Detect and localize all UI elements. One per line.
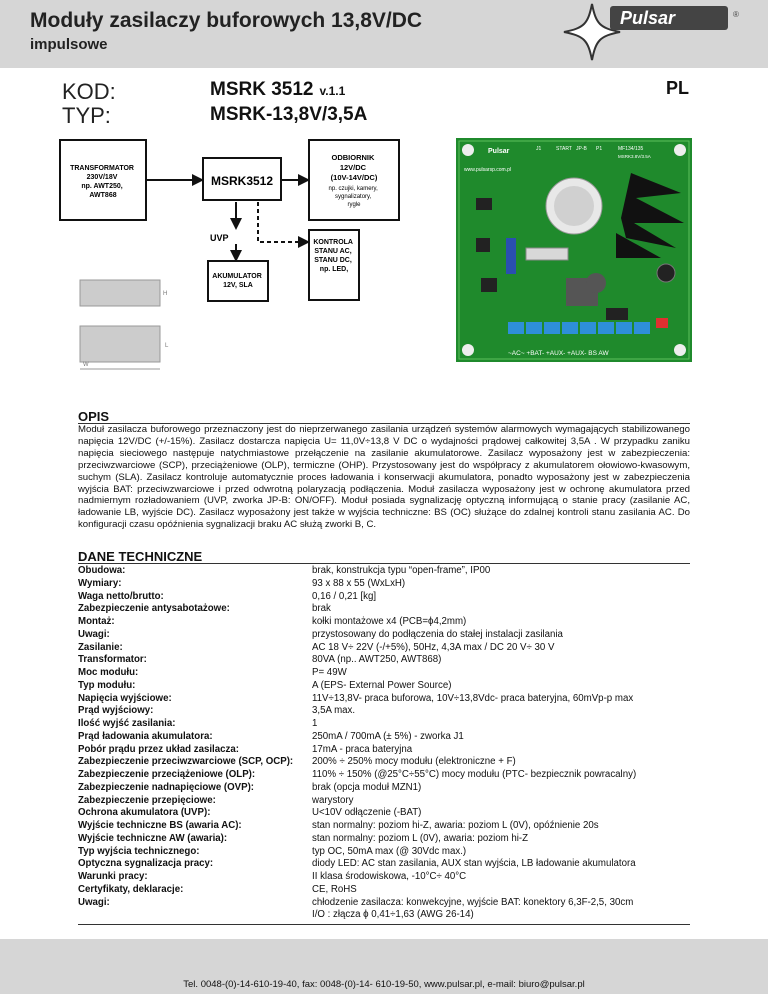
spec-label: Zabezpieczenie przeciążeniowe (OLP): [78, 769, 256, 780]
footer-contact: Tel. 0048-(0)-14-610-19-40, fax: 0048-(0)-14- 610-19-50, www.pulsar.pl, e-mail: biuro@pulsar.pl [183, 979, 585, 990]
spec-row [78, 629, 690, 642]
pulsar-logo: Pulsar [610, 6, 728, 30]
spec-value: 1 [312, 718, 318, 729]
spec-label: Prąd wyjściowy: [78, 705, 154, 717]
spec-row [78, 616, 690, 629]
spec-label: Uwagi: [78, 896, 110, 908]
code-labels [62, 80, 116, 128]
module-text: MSRK3512 [210, 174, 274, 188]
spec-value: typ OC, 50mA max (@ 30Vdc max.) [312, 845, 467, 857]
spec-row [78, 565, 690, 578]
spec-value: 250mA / 700mA (± 5%) - zworka J1 [312, 730, 464, 742]
spec-label: Pobór prądu przez układ zasilacza: [78, 743, 239, 755]
dimension-side-view [80, 280, 160, 306]
page-subtitle: impulsowe [30, 36, 108, 53]
spec-row [78, 795, 690, 808]
spec-row [78, 769, 690, 782]
dashed-arrow-control [258, 202, 308, 242]
mounting-hole [462, 144, 474, 156]
spec-label: Transformator: [78, 654, 147, 666]
spec-row [78, 693, 690, 706]
spec-row [78, 756, 690, 769]
page-title: Moduły zasilaczy buforowych 13,8V/DC [30, 9, 423, 32]
spec-label: Prąd ładowania akumulatora: [78, 730, 213, 742]
spec-value: I/O : złącza ϕ 0,41÷1,63 (AWG 26-14) [312, 909, 474, 921]
spec-row [78, 667, 690, 680]
opis-title: OPIS [78, 409, 110, 424]
spec-label: Typ modułu: [78, 679, 136, 691]
spec-value: A (EPS- External Power Source) [312, 679, 452, 691]
spec-row [78, 820, 690, 833]
page-header [0, 0, 768, 68]
spec-label: Wymiary: [78, 577, 122, 589]
spec-table [78, 565, 690, 922]
spec-row [78, 833, 690, 846]
page-footer [0, 939, 768, 994]
battery-box [208, 261, 268, 301]
spec-value: stan normalny: poziom L (0V), awaria: poziom hi-Z [312, 832, 529, 844]
dimension-l: L [165, 343, 169, 349]
terminal-labels: ~AC~ +BAT- +AUX- +AUX- BS AW [508, 350, 609, 357]
spec-label: Zabezpieczenie przeciwzwarciowe (SCP, OCP): [78, 756, 294, 768]
spec-row [78, 782, 690, 795]
spec-value: II klasa środowiskowa, -10°C÷ 40°C [312, 871, 467, 882]
spec-label: Zabezpieczenie przepięciowe: [78, 794, 216, 806]
kod-value: MSRK 3512 v.1.1 [210, 79, 346, 100]
spec-label: Moc modułu: [78, 667, 139, 678]
uvp-text: UVP [210, 233, 229, 243]
spec-value: 0,16 / 0,21 [kg] [312, 590, 377, 602]
block-diagram [50, 140, 378, 380]
language-tag: PL [666, 78, 690, 98]
spec-row [78, 705, 690, 718]
opis-text: Moduł zasilacza buforowego przeznaczony jest do nieprzerwanego zasilania urządzeń systemów alarmowych wymagających stabilizowanego napięcia 12V/DC (+/-15%). Zasilacz dostarcza napięcia U= 11,0V÷13,8 V DC o wydajności prądowej całkowitej 3,5A . W przypadku zaniku napięcia sieciowego następuje natychmiastowe przełączenie na zasilanie akumulatorowe. Zasilacz wyposażony jest w zabezpieczenia: przeciwzwarciowe (SCP), przeciążeniowe (OLP), termiczne (OHP). Przystosowany jest do współpracy z akumulatorem ołowiowo-kwasowym, suchym (SLA). Zasilacz kontroluje automatycznie proces ładowania i konserwacji akumulatora, ponadto wyposażony jest w zabezpieczenia wyjścia BAT: przeciwzwarciowe i przed odwrotną polaryzacją podłączenia. Moduł zasilacza wyposażony jest w ochronę akumulatora przed nadmiernym rozładowaniem (UVP, zworka JP-B: ON/OFF). Moduł posiada sygnalizację optyczną informującą o stanie pracy (zasilanie AC, ładowanie LB, wyjście DC). Zasilacz wyposażony jest także w wyjścia techniczne: BS (OC) służące do zdalnej kontroli stanu zasilania AC. Do konfiguracji czasu opóźnienia sygnalizacji braku AC służą zworki B, C. [78, 424, 690, 531]
component-blue [506, 238, 516, 274]
spec-value: 17mA - praca bateryjna [312, 743, 413, 755]
spec-value: warystory [312, 794, 354, 806]
transformer-text: TRANSFORMATOR 230V/18V np. AWT250, AWT868 [70, 165, 134, 199]
dane-rule [78, 563, 690, 564]
spec-label: Zabezpieczenie antysabotażowe: [78, 603, 230, 615]
spec-row [78, 744, 690, 757]
spec-value: 80VA (np.. AWT250, AWT868) [312, 654, 442, 666]
spec-row [78, 731, 690, 744]
spec-value: stan normalny: poziom hi-Z, awaria: poziom L (0V), opóźnienie 20s [312, 820, 599, 831]
dimension-w: W [83, 362, 89, 368]
model-values [210, 78, 367, 127]
dimension-h: H [163, 291, 168, 297]
spec-label: Waga netto/brutto: [78, 590, 164, 602]
dane-title: DANE TECHNICZNE [78, 549, 203, 564]
spec-value: 200% ÷ 250% mocy modułu (elektroniczne + F) [312, 756, 516, 768]
receiver-note: np. czujki, kamery, sygnalizatory, rygle [328, 186, 378, 208]
spec-row [78, 591, 690, 604]
mounting-hole [674, 144, 686, 156]
spec-label: Wyjście techniczne AW (awaria): [78, 832, 228, 844]
spec-label: Napięcia wyjściowe: [78, 692, 172, 704]
spec-row [78, 807, 690, 820]
typ-label: TYP: [62, 103, 111, 128]
control-text: KONTROLA STANU AC, STANU DC, np. LED, [313, 239, 353, 273]
pcb-photo [456, 138, 692, 362]
spec-value: U<10V odłączenie (-BAT) [312, 807, 422, 819]
mounting-hole [674, 344, 686, 356]
spec-value: P= 49W [312, 667, 347, 678]
spec-row [78, 897, 690, 910]
spec-value: 11V÷13,8V- praca buforowa, 10V÷13,8Vdc- praca bateryjna, 60mVp-p max [312, 692, 634, 704]
fuse [526, 248, 568, 260]
spec-label: Optyczna sygnalizacja pracy: [78, 858, 214, 870]
typ-value: MSRK-13,8V/3,5A [210, 104, 368, 125]
spec-value: 3,5A max. [312, 705, 356, 717]
spec-value: brak [312, 603, 331, 615]
spec-label: Ochrona akumulatora (UVP): [78, 807, 211, 819]
battery-text: AKUMULATOR 12V, SLA [212, 273, 262, 289]
version: v.1.1 [319, 84, 346, 98]
spec-label: Obudowa: [78, 565, 126, 576]
spec-label: Wyjście techniczne BS (awaria AC): [78, 820, 242, 831]
registered-mark: ® [733, 10, 739, 19]
spec-row [78, 858, 690, 871]
spec-row [78, 884, 690, 897]
spec-label: Uwagi: [78, 628, 110, 640]
receiver-title: ODBIORNIK 12V/DC (10V-14V/DC) [330, 153, 378, 182]
spec-label: Montaż: [78, 616, 115, 627]
spec-value: brak, konstrukcja typu “open-frame”, IP00 [312, 565, 491, 576]
dimension-top-view [80, 326, 160, 362]
mounting-hole [462, 344, 474, 356]
spec-value: diody LED: AC stan zasilania, AUX stan wyjścia, LB ładowanie akumulatora [312, 858, 636, 870]
spec-row [78, 642, 690, 655]
spec-value: brak (opcja moduł MZN1) [312, 781, 422, 793]
spec-value: CE, RoHS [312, 883, 357, 895]
spec-label: Typ wyjścia technicznego: [78, 845, 200, 857]
spec-row [78, 871, 690, 884]
spec-rule-bottom [78, 924, 690, 925]
kod-label: KOD: [62, 79, 116, 104]
spec-value: przystosowany do podłączenia do stałej instalacji zasilania [312, 628, 563, 640]
spec-label: Zabezpieczenie nadnapięciowe (OVP): [78, 781, 255, 793]
spec-value: kołki montażowe x4 (PCB=ϕ4,2mm) [312, 616, 467, 627]
board-brand: Pulsar [488, 148, 510, 155]
spec-row [78, 603, 690, 616]
board-top-labels: J1 START JP-B P1 MF134/135 [536, 146, 644, 152]
board-url: www.pulsarsp.com.pl [464, 167, 511, 173]
spec-value: 110% ÷ 150% (@25°C÷55°C) mocy modułu (PTC- bezpiecznik powracalny) [312, 769, 637, 780]
spec-row [78, 846, 690, 859]
spec-row [78, 578, 690, 591]
spec-row [78, 909, 690, 922]
board-model: MSRK3.8V/3.5A [618, 154, 651, 159]
spec-label: Zasilanie: [78, 641, 123, 653]
spec-value: 93 x 88 x 55 (WxLxH) [312, 577, 406, 589]
spec-value: AC 18 V÷ 22V (-/+5%), 50Hz, 4,3A max / DC 20 V÷ 30 V [312, 641, 555, 653]
capacitor-small [657, 264, 675, 282]
spec-value: chłodzenie zasilacza: konwekcyjne, wyjście BAT: konektory 6,3F-2,5, 30cm [312, 896, 634, 908]
spec-label: Ilość wyjść zasilania: [78, 718, 176, 729]
spec-row [78, 654, 690, 667]
spec-label: Warunki pracy: [78, 871, 148, 882]
red-jumper [656, 318, 668, 328]
spec-row [78, 718, 690, 731]
spec-row [78, 680, 690, 693]
chip [476, 198, 492, 210]
spec-label: Certyfikaty, deklaracje: [78, 883, 184, 895]
